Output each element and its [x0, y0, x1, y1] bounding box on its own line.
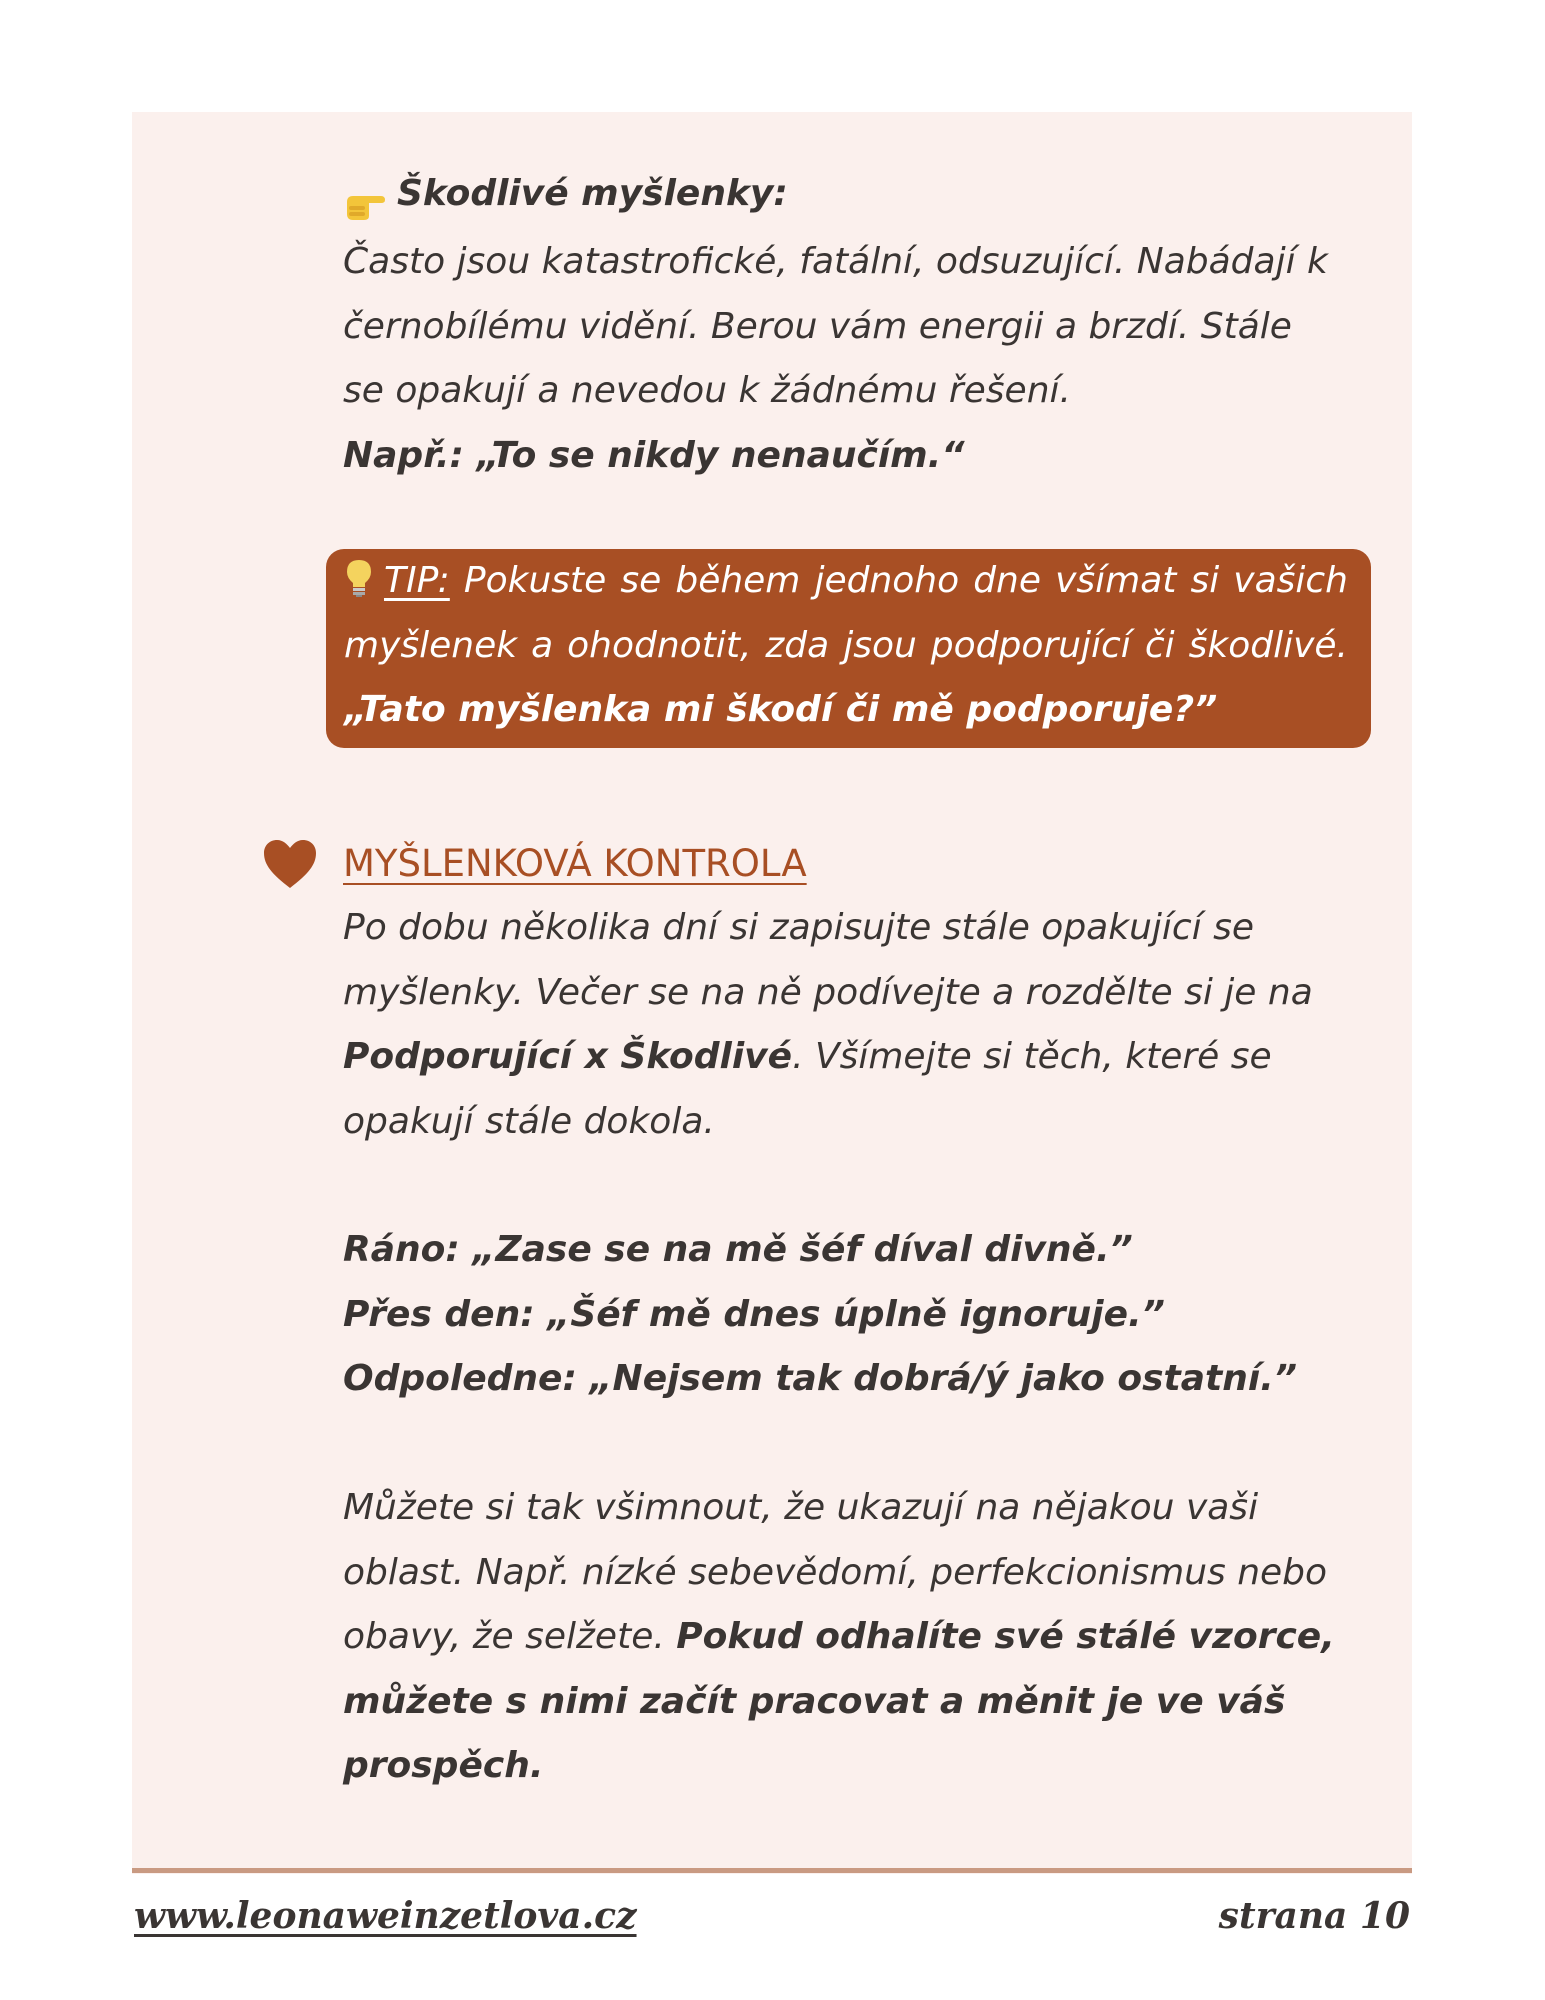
footer-divider	[132, 1868, 1412, 1873]
harmful-example: Např.: „To se nikdy nenaučím.“	[343, 434, 965, 476]
text-line: opakují stále dokola.	[343, 1100, 715, 1142]
heart-icon	[262, 838, 318, 890]
control-paragraph-2	[343, 1476, 1353, 1799]
text-line	[343, 1025, 1353, 1090]
control-paragraph-1	[343, 896, 1353, 1154]
tip-label: TIP:	[384, 560, 450, 601]
text-line: oblast. Např. nízké sebevědomí, perfekcionismus nebo	[343, 1551, 1328, 1593]
text-line	[343, 1605, 1353, 1670]
tip-box	[326, 549, 1371, 748]
text-line: Po dobu několika dní si zapisujte stále opakující se	[343, 907, 1255, 948]
tip-quote: „Tato myšlenka mi škodí či mě podporuje?”	[344, 689, 1218, 730]
text-line: se opakují a nevedou k žádnému řešení.	[343, 370, 1071, 411]
example-line: Přes den: „Šéf mě dnes úplně ignoruje.”	[343, 1293, 1165, 1335]
bold-phrase: Podporující x Škodlivé	[343, 1036, 793, 1077]
footer-website-link[interactable]: www.leonaweinzetlova.cz	[134, 1895, 637, 1937]
harmful-thoughts-title: Škodlivé myšlenky:	[397, 173, 788, 214]
text-line: můžete s nimi začít pracovat a měnit je ve váš	[343, 1680, 1286, 1722]
page-number: strana 10	[1218, 1895, 1410, 1937]
harmful-thoughts-description	[343, 230, 1353, 488]
text-line: myšlenky. Večer se na ně podívejte a rozdělte si je na	[343, 971, 1313, 1013]
harmful-thoughts-heading	[343, 162, 788, 227]
text-line: Často jsou katastrofické, fatální, odsuzující. Nabádají k	[343, 241, 1328, 282]
text-line: prospěch.	[343, 1745, 544, 1786]
example-line: Ráno: „Zase se na mě šéf díval divně.”	[343, 1229, 1133, 1270]
pointing-hand-icon	[343, 179, 387, 209]
text-line: Můžete si tak všimnout, že ukazují na nějakou vaši	[343, 1487, 1259, 1528]
lightbulb-icon	[344, 555, 374, 595]
control-examples	[343, 1218, 1353, 1412]
tip-text	[344, 549, 1348, 743]
text-line: černobílému vidění. Berou vám energii a brzdí. Stále	[343, 305, 1292, 347]
section-title: MYŠLENKOVÁ KONTROLA	[343, 842, 807, 885]
example-line: Odpoledne: „Nejsem tak dobrá/ý jako ostatní.”	[343, 1358, 1298, 1399]
text-fragment: . Všímejte si těch, které se	[792, 1036, 1272, 1077]
bold-phrase: Pokud odhalíte své stálé vzorce,	[676, 1616, 1335, 1657]
tip-body: Pokuste se během jednoho dne všímat si vašich myšlenek a ohodnotit, zda jsou podporující či škodlivé.	[344, 560, 1348, 666]
text-fragment: obavy, že selžete.	[343, 1616, 677, 1657]
